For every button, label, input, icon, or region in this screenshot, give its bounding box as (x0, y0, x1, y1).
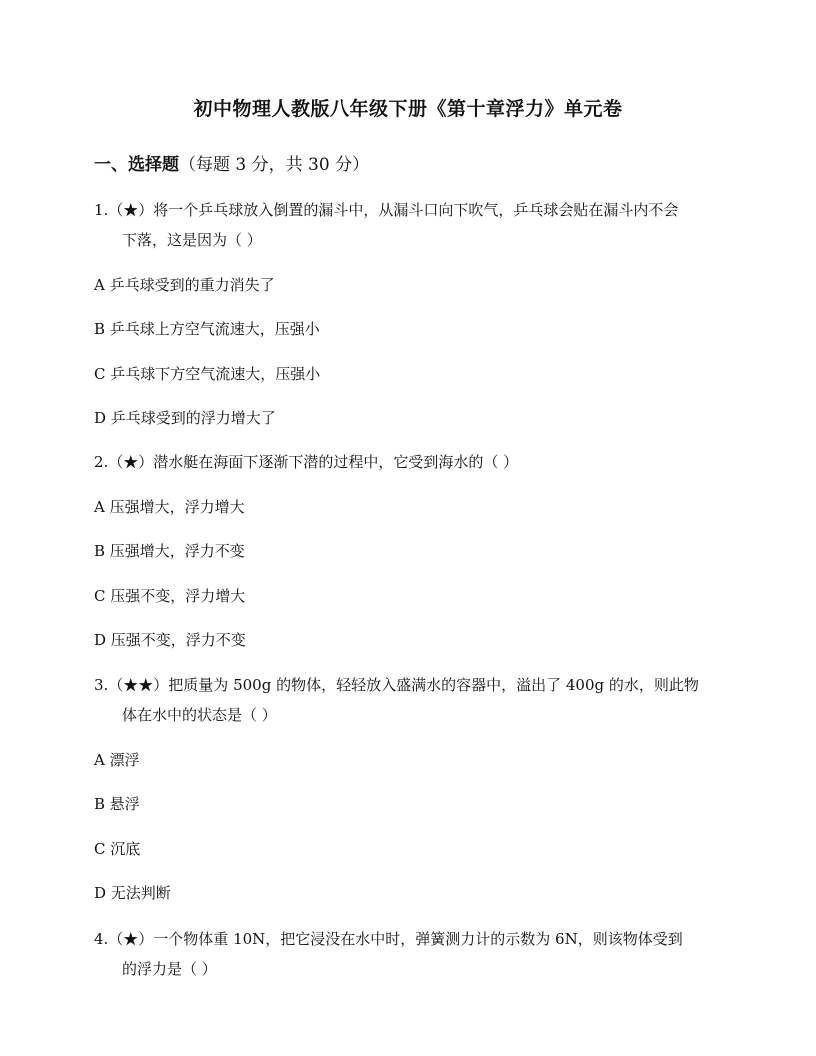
question-1-stem: 1.（★）将一个乒乓球放入倒置的漏斗中，从漏斗口向下吹气，乒乓球会贴在漏斗内不会 (94, 201, 679, 219)
section-heading-note: （每题 3 分，共 30 分） (179, 155, 370, 175)
question-1-option-c: C 乒乓球下方空气流速大，压强小 (94, 365, 321, 383)
question-2-option-a: A 压强增大，浮力增大 (94, 498, 245, 516)
document-title: 初中物理人教版八年级下册《第十章浮力》单元卷 (193, 98, 623, 120)
question-2-stem: 2.（★）潜水艇在海面下逐渐下潜的过程中，它受到海水的（ ） (94, 453, 519, 471)
question-3-stem: 3.（★★）把质量为 500g 的物体，轻轻放入盛满水的容器中，溢出了 400g 的水，则此物 (94, 676, 699, 694)
question-3-option-d: D 无法判断 (94, 884, 171, 902)
question-3-option-b: B 悬浮 (94, 795, 140, 813)
section-heading (94, 150, 369, 175)
question-4-stem-continued: 的浮力是（ ） (122, 960, 217, 978)
question-3-option-a: A 漂浮 (94, 751, 140, 769)
question-1-option-a: A 乒乓球受到的重力消失了 (94, 276, 275, 294)
question-2-option-d: D 压强不变，浮力不变 (94, 631, 246, 649)
question-4-stem: 4.（★）一个物体重 10N，把它浸没在水中时，弹簧测力计的示数为 6N，则该物体受到 (94, 930, 683, 948)
question-1-option-d: D 乒乓球受到的浮力增大了 (94, 409, 276, 427)
question-3-stem-continued: 体在水中的状态是（ ） (122, 706, 277, 724)
question-2-option-c: C 压强不变，浮力增大 (94, 587, 246, 605)
question-2-option-b: B 压强增大，浮力不变 (94, 542, 245, 560)
section-heading-label: 一、选择题 (94, 155, 179, 175)
question-1-stem-continued: 下落，这是因为（ ） (122, 231, 262, 249)
question-1-option-b: B 乒乓球上方空气流速大，压强小 (94, 320, 320, 338)
question-3-option-c: C 沉底 (94, 840, 141, 858)
